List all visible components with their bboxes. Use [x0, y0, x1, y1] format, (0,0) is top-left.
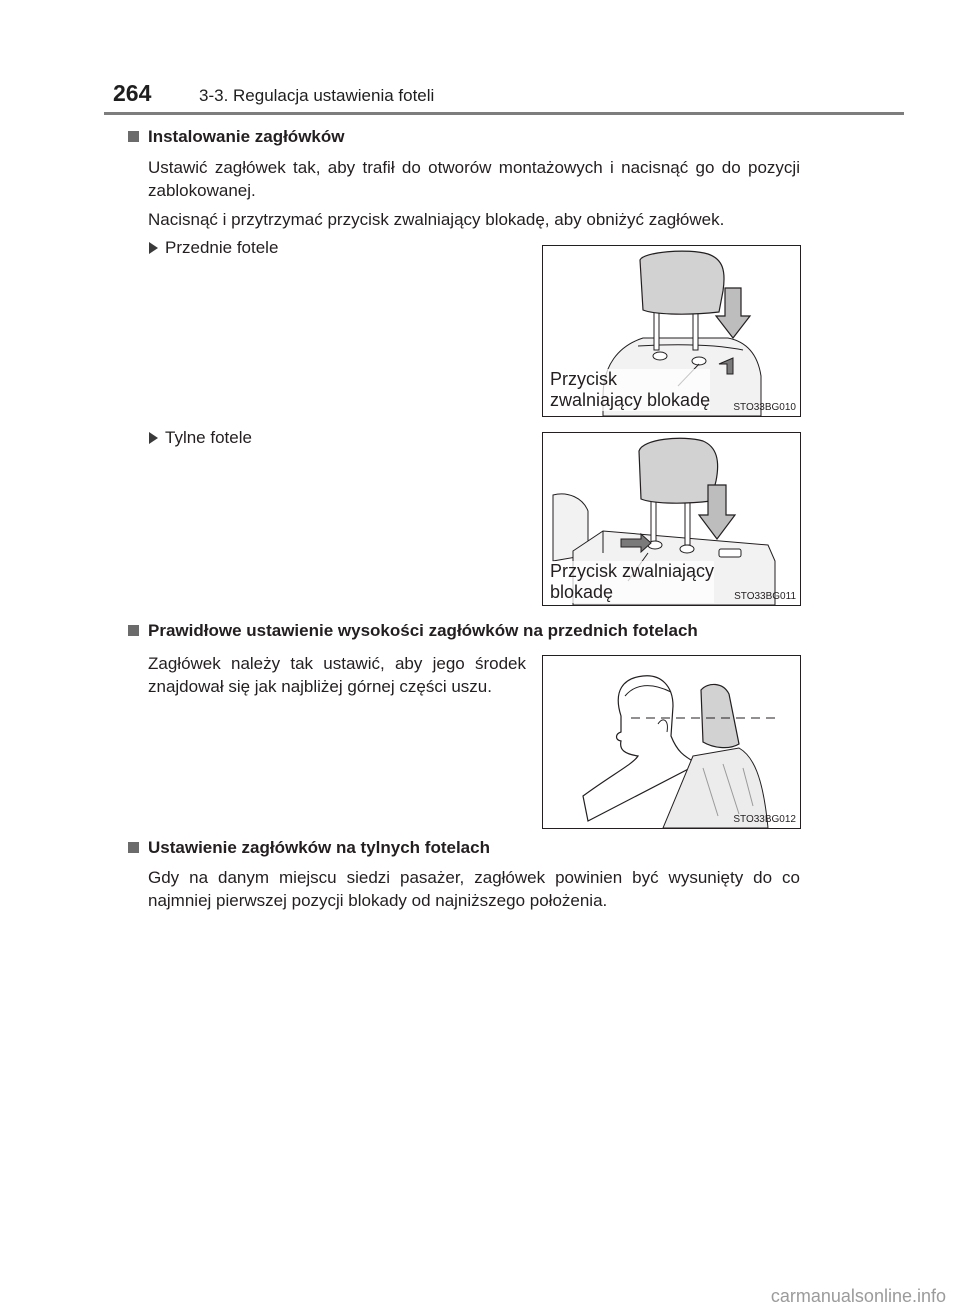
subitem-rear-seats: Tylne fotele: [165, 428, 252, 447]
section-heading-rear-setting: Ustawienie zagłówków na tylnych fotelach: [148, 838, 490, 857]
bullet-square-icon: [128, 842, 139, 853]
release-button-callout: [550, 561, 714, 603]
release-button-callout: [550, 369, 710, 411]
callout-line: zwalniający blokadę: [550, 390, 711, 410]
figure-code: STO33BG012: [733, 814, 796, 825]
paragraph: Gdy na danym miejscu siedzi pasażer, zagłówek powinien być wysunięty do co najmniej pierwszej pozycji blokady od najniższego położenia.: [148, 868, 800, 910]
figure-code: STO33BG010: [733, 402, 796, 413]
paragraph: Zagłówek należy tak ustawić, aby jego środek znajdował się jak najbliżej górnej części uszu.: [148, 654, 526, 696]
section-heading-front-height: Prawidłowe ustawienie wysokości zagłówków na przednich fotelach: [148, 621, 698, 640]
paragraph: Nacisnąć i przytrzymać przycisk zwalniający blokadę, aby obniżyć zagłówek.: [148, 210, 725, 229]
head-position-illustration: [543, 656, 800, 828]
callout-line: blokadę: [550, 582, 614, 602]
figure-headrest-height: [542, 655, 801, 829]
section-heading-installing: Instalowanie zagłówków: [148, 127, 345, 146]
figure-code: STO33BG011: [734, 591, 796, 602]
paragraph: Ustawić zagłówek tak, aby trafił do otworów montażowych i nacisnąć go do pozycji zablokowanej.: [148, 158, 800, 200]
bullet-square-icon: [128, 131, 139, 142]
figure-rear-seat-headrest: [542, 432, 801, 606]
header-rule: [104, 112, 904, 115]
figure-front-seat-headrest: [542, 245, 801, 417]
section-title: 3-3. Regulacja ustawienia foteli: [199, 86, 435, 105]
watermark: carmanualsonline.info: [770, 1286, 946, 1306]
subitem-front-seats: Przednie fotele: [165, 238, 279, 257]
page-number: 264: [113, 80, 152, 106]
callout-line: Przycisk: [550, 369, 617, 389]
callout-line: Przycisk zwalniający: [550, 561, 715, 581]
triangle-bullet-icon: [149, 432, 158, 444]
bullet-square-icon: [128, 625, 139, 636]
triangle-bullet-icon: [149, 242, 158, 254]
